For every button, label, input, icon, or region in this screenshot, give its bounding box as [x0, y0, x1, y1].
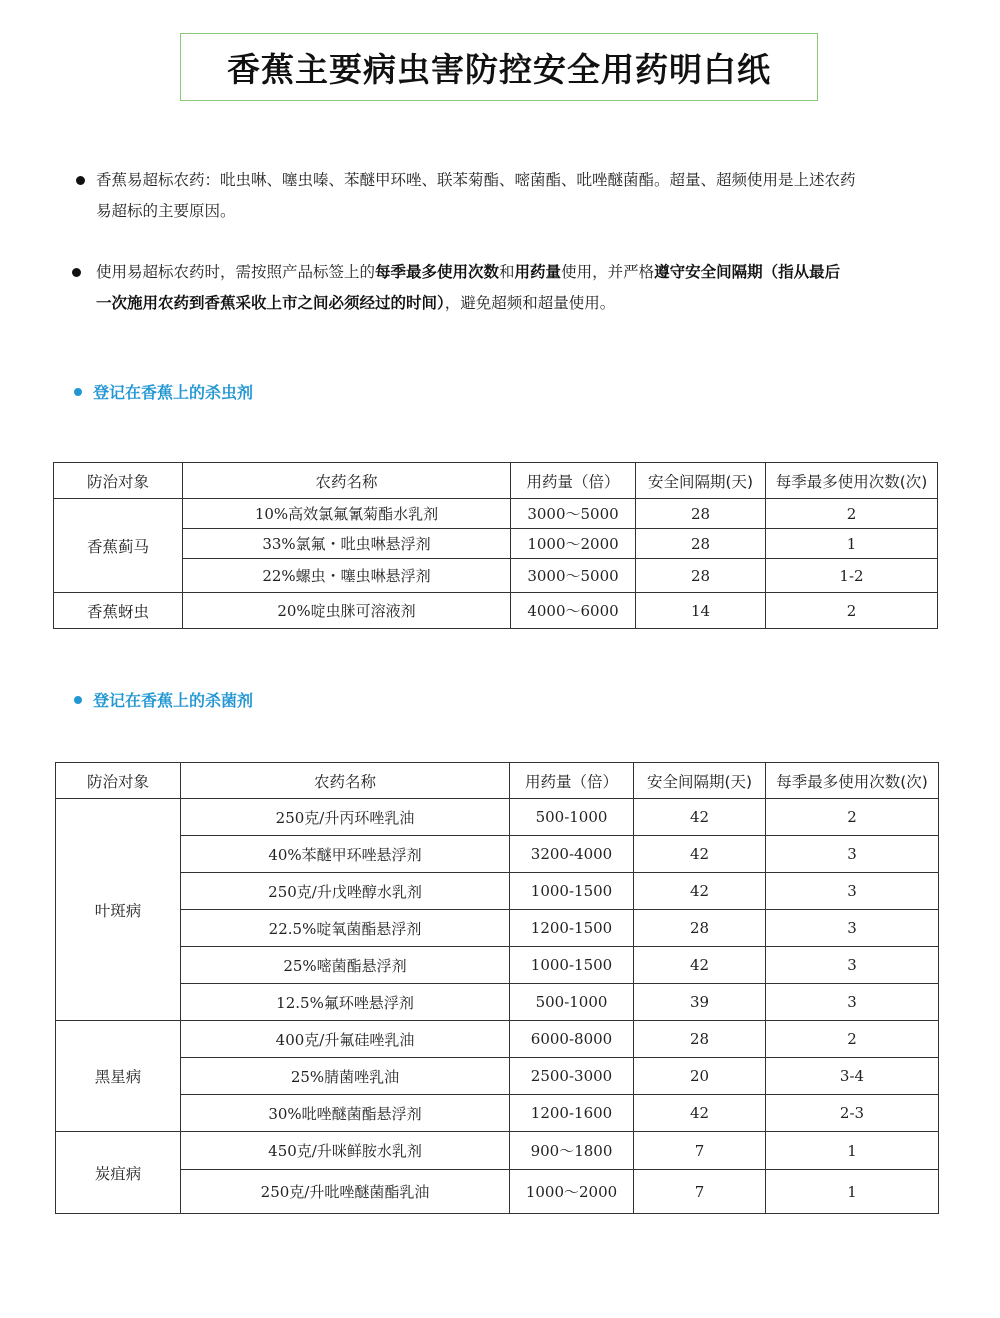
dosage-cell: 4000～6000: [511, 593, 636, 629]
note-2-text: ，避免超频和超量使用。: [444, 294, 616, 312]
dosage-cell: 1000-1500: [510, 873, 634, 910]
max-times-cell: 1: [766, 529, 938, 559]
max-times-cell: 3: [766, 947, 939, 984]
dosage-cell: 500-1000: [510, 799, 634, 836]
pesticide-cell: 250克/升吡唑醚菌酯乳油: [181, 1170, 510, 1214]
header-pesticide: 农药名称: [181, 763, 510, 799]
interval-cell: 28: [634, 1021, 766, 1058]
table-row: [56, 873, 939, 910]
insecticide-section-heading: [74, 380, 253, 403]
pesticide-cell: 40%苯醚甲环唑悬浮剂: [181, 836, 510, 873]
header-max-times: 每季最多使用次数(次): [766, 463, 938, 499]
max-times-cell: 3: [766, 910, 939, 947]
table-row: [56, 1095, 939, 1132]
dosage-cell: 1000-1500: [510, 947, 634, 984]
header-dosage: 用药量（倍）: [510, 763, 634, 799]
dosage-cell: 2500-3000: [510, 1058, 634, 1095]
max-times-cell: 1-2: [766, 559, 938, 593]
interval-cell: 42: [634, 873, 766, 910]
header-target: 防治对象: [56, 763, 181, 799]
pesticide-cell: 450克/升咪鲜胺水乳剂: [181, 1132, 510, 1170]
note-1-line-1: 香蕉易超标农药：吡虫啉、噻虫嗪、苯醚甲环唑、联苯菊酯、嘧菌酯、吡唑醚菌酯。超量、超频使用是上述农药: [96, 171, 856, 189]
max-times-cell: 2-3: [766, 1095, 939, 1132]
interval-cell: 28: [636, 499, 766, 529]
page-title: 香蕉主要病虫害防控安全用药明白纸: [227, 49, 771, 89]
fungicide-heading-text: 登记在香蕉上的杀菌剂: [93, 691, 254, 710]
insecticide-heading-text: 登记在香蕉上的杀虫剂: [93, 383, 254, 402]
table-row: [56, 799, 939, 836]
table-row: [54, 529, 938, 559]
bullet-dot-icon: [74, 696, 82, 704]
max-times-cell: 3: [766, 873, 939, 910]
note-2-line-2: [96, 288, 926, 319]
note-2-text: 和: [499, 263, 515, 281]
target-cell: 炭疽病: [56, 1132, 181, 1214]
title-box: [180, 33, 818, 101]
header-interval: 安全间隔期(天): [634, 763, 766, 799]
header-pesticide: 农药名称: [183, 463, 511, 499]
table-row: [56, 1132, 939, 1170]
interval-cell: 42: [634, 836, 766, 873]
interval-cell: 42: [634, 799, 766, 836]
table-header-row: [54, 463, 938, 499]
pesticide-cell: 250克/升丙环唑乳油: [181, 799, 510, 836]
pesticide-cell: 250克/升戊唑醇水乳剂: [181, 873, 510, 910]
note-2-bold-definition: 一次施用农药到香蕉采收上市之间必须经过的时间）: [96, 294, 445, 312]
max-times-cell: 3: [766, 836, 939, 873]
interval-cell: 7: [634, 1170, 766, 1214]
dosage-cell: 3000～5000: [511, 499, 636, 529]
pesticide-cell: 25%腈菌唑乳油: [181, 1058, 510, 1095]
dosage-cell: 1200-1600: [510, 1095, 634, 1132]
pesticide-cell: 25%嘧菌酯悬浮剂: [181, 947, 510, 984]
max-times-cell: 3: [766, 984, 939, 1021]
fungicide-table: [55, 762, 939, 1214]
dosage-cell: 6000-8000: [510, 1021, 634, 1058]
max-times-cell: 2: [766, 593, 938, 629]
target-cell: 黑星病: [56, 1021, 181, 1132]
table-row: [56, 1021, 939, 1058]
interval-cell: 28: [634, 910, 766, 947]
interval-cell: 7: [634, 1132, 766, 1170]
dosage-cell: 500-1000: [510, 984, 634, 1021]
bullet-dot-icon: [74, 388, 82, 396]
max-times-cell: 1: [766, 1132, 939, 1170]
note-2-bold-times: 每季最多使用次数: [375, 263, 500, 281]
interval-cell: 28: [636, 559, 766, 593]
pesticide-cell: 22%螺虫・噻虫啉悬浮剂: [183, 559, 511, 593]
pesticide-cell: 12.5%氟环唑悬浮剂: [181, 984, 510, 1021]
table-header-row: [56, 763, 939, 799]
max-times-cell: 2: [766, 799, 939, 836]
header-max-times: 每季最多使用次数(次): [766, 763, 939, 799]
table-row: [56, 910, 939, 947]
table-row: [56, 947, 939, 984]
target-cell: 香蕉蚜虫: [54, 593, 183, 629]
table-row: [54, 499, 938, 529]
table-row: [54, 593, 938, 629]
max-times-cell: 2: [766, 499, 938, 529]
bullet-dot-icon: [72, 268, 81, 277]
table-row: [56, 1170, 939, 1214]
interval-cell: 42: [634, 947, 766, 984]
interval-cell: 20: [634, 1058, 766, 1095]
interval-cell: 14: [636, 593, 766, 629]
note-2-line-1: [96, 257, 926, 288]
bullet-dot-icon: [76, 176, 85, 185]
pesticide-cell: 400克/升氟硅唑乳油: [181, 1021, 510, 1058]
table-row: [56, 836, 939, 873]
note-2-bold-interval: 遵守安全间隔期（指从最后: [654, 263, 841, 281]
pesticide-cell: 10%高效氯氟氰菊酯水乳剂: [183, 499, 511, 529]
header-interval: 安全间隔期(天): [636, 463, 766, 499]
pesticide-cell: 33%氯氟・吡虫啉悬浮剂: [183, 529, 511, 559]
dosage-cell: 3200-4000: [510, 836, 634, 873]
header-target: 防治对象: [54, 463, 183, 499]
table-row: [56, 984, 939, 1021]
dosage-cell: 3000～5000: [511, 559, 636, 593]
dosage-cell: 1000～2000: [510, 1170, 634, 1214]
pesticide-cell: 20%啶虫脒可溶液剂: [183, 593, 511, 629]
dosage-cell: 1200-1500: [510, 910, 634, 947]
target-cell: 香蕉蓟马: [54, 499, 183, 593]
target-cell: 叶斑病: [56, 799, 181, 1021]
max-times-cell: 2: [766, 1021, 939, 1058]
insecticide-table: [53, 462, 938, 629]
note-paragraph-2: [96, 257, 926, 319]
table-row: [54, 559, 938, 593]
table-row: [56, 1058, 939, 1095]
header-dosage: 用药量（倍）: [511, 463, 636, 499]
note-paragraph-1: [96, 165, 926, 227]
dosage-cell: 900～1800: [510, 1132, 634, 1170]
note-1-line-2: 易超标的主要原因。: [96, 202, 236, 220]
max-times-cell: 3-4: [766, 1058, 939, 1095]
note-2-bold-dosage: 用药量: [514, 263, 562, 281]
note-2-text: 使用，并严格: [561, 263, 655, 281]
fungicide-section-heading: [74, 688, 253, 711]
pesticide-cell: 30%吡唑醚菌酯悬浮剂: [181, 1095, 510, 1132]
interval-cell: 28: [636, 529, 766, 559]
interval-cell: 42: [634, 1095, 766, 1132]
max-times-cell: 1: [766, 1170, 939, 1214]
interval-cell: 39: [634, 984, 766, 1021]
pesticide-cell: 22.5%啶氧菌酯悬浮剂: [181, 910, 510, 947]
dosage-cell: 1000～2000: [511, 529, 636, 559]
note-2-text: 使用易超标农药时，需按照产品标签上的: [96, 263, 376, 281]
